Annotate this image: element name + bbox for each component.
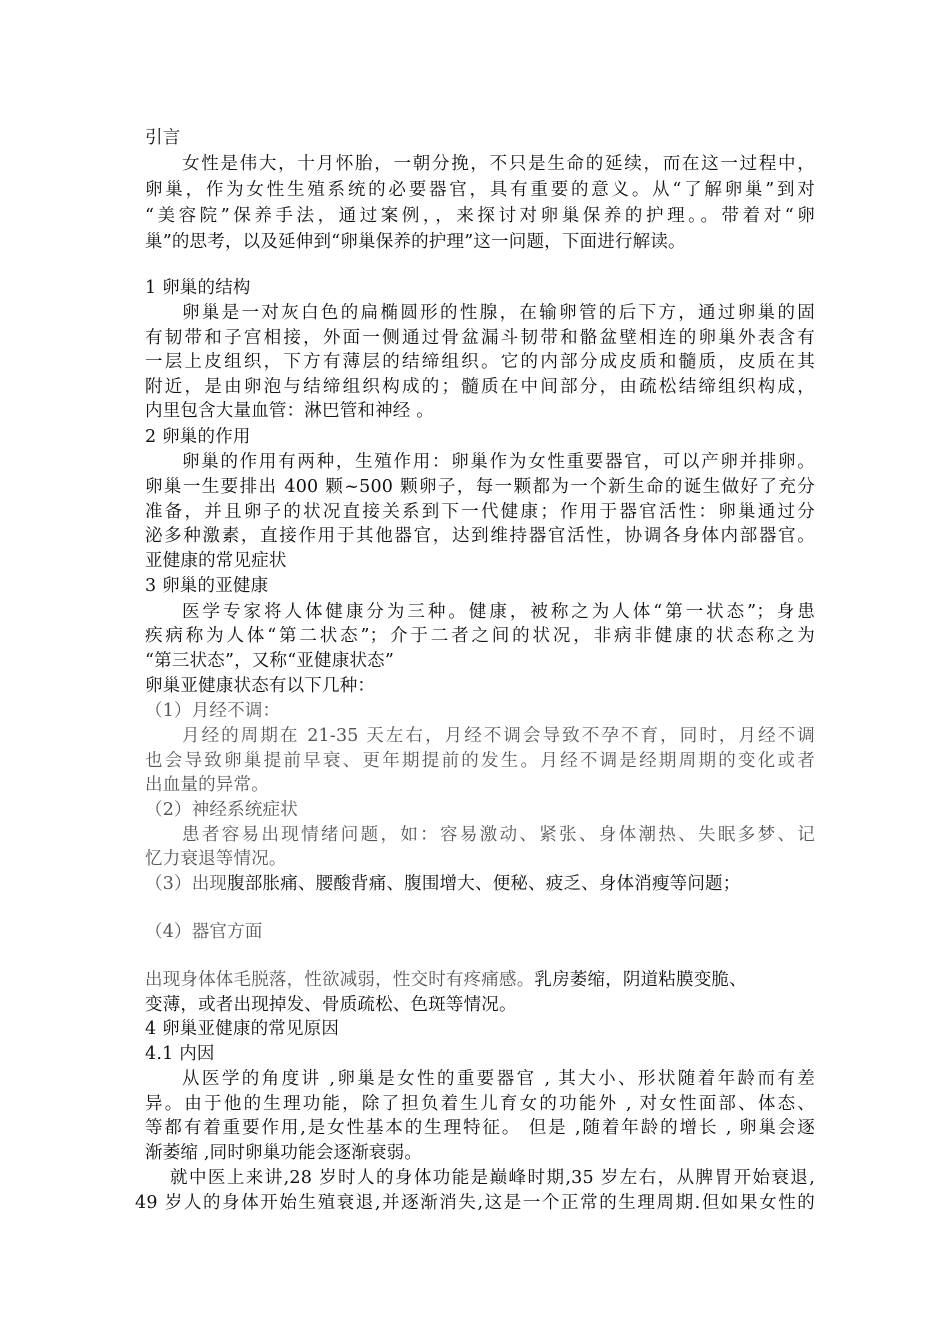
section-2-line: 卵巢一生要排出 400 颗~500 颗卵子，每一颗都为一个新生命的诞生做好了充分	[145, 477, 815, 497]
section-1-line: 卵巢是一对灰白色的扁椭圆形的性腺，在输卵管的后下方，通过卵巢的固	[182, 303, 815, 323]
list-item-4-text: 乳房萎缩，阴道粘膜变脆、	[534, 970, 747, 990]
list-item-3	[145, 872, 815, 896]
section-4-line: 就中医上来讲,28 岁时人的身体功能是巅峰时期,35 岁左右，从脾胃开始衰退,	[170, 1168, 815, 1188]
list-item-4-line	[145, 968, 815, 992]
section-1-line: 内里包含大量血管：淋巴管和神经 。	[145, 401, 434, 421]
section-4-line: 异。由于他的生理功能，除了担负着生儿育女的功能外 , 对女性面部、体态、	[145, 1094, 815, 1114]
section-3-line: “第三状态”，又称“亚健康状态”	[145, 651, 394, 671]
section-2-line: 卵巢的作用有两种，生殖作用：卵巢作为女性重要器官，可以产卵并排卵。	[182, 452, 815, 472]
intro-heading: 引言	[145, 128, 181, 148]
list-item-1-line: 出血量的异常。	[145, 775, 269, 795]
list-item-1-label: （1）月经不调：	[145, 701, 281, 721]
section-3-heading: 3 卵巢的亚健康	[145, 576, 269, 596]
list-item-4-label: （4）器官方面	[145, 922, 263, 942]
list-item-4-gray-text: 出现身体体毛脱落，性欲减弱，性交时有疼痛感。	[145, 970, 535, 990]
section-4-heading: 4 卵巢亚健康的常见原因	[145, 1019, 340, 1039]
section-3-line: 疾病称为人体“第二状态”；介于二者之间的状况，非病非健康的状态称之为	[145, 626, 815, 646]
section-4-line: 从医学的角度讲 ,卵巢是女性的重要器官 , 其大小、形状随着年龄而有差	[182, 1069, 815, 1089]
section-4-line: 等都有着重要作用,是女性基本的生理特征。 但是 ,随着年龄的增长 , 卵巢会逐	[145, 1118, 815, 1138]
section-2-line: 准备，并且卵子的状况直接关系到下一代健康；作用于器官活性：卵巢通过分	[145, 502, 815, 522]
intro-paragraph-line: “美容院”保养手法，通过案例，，来探讨对卵巢保养的护理。。带着对“卵	[145, 206, 815, 226]
section-2-line: 泌多种激素，直接作用于其他器官，达到维持器官活性，协调各身体内部器官。	[145, 526, 815, 546]
section-2-heading: 2 卵巢的作用	[145, 427, 251, 447]
list-item-2-line: 忆力衰退等情况。	[145, 849, 287, 869]
intro-paragraph-line: 巢”的思考，以及延伸到“卵巢保养的护理”这一问题，下面进行解读。	[145, 232, 686, 252]
list-intro: 卵巢亚健康状态有以下几种：	[145, 676, 376, 696]
list-item-2-label: （2）神经系统症状	[145, 800, 298, 820]
section-3-line: 医学专家将人体健康分为三种。健康，被称之为人体“第一状态”；身患	[182, 602, 815, 622]
section-1-line: 一层上皮组织，下方有薄层的结缔组织。它的内部分成皮质和髓质，皮质在其	[145, 352, 815, 372]
list-item-3-label: （3）出现	[145, 874, 228, 894]
list-item-4-line: 变薄，或者出现掉发、骨质疏松、色斑等情况。	[145, 995, 517, 1015]
list-item-1-line: 也会导致卵巢提前早衰、更年期提前的发生。月经不调是经期周期的变化或者	[145, 751, 815, 771]
section-1-heading: 1 卵巢的结构	[145, 278, 251, 298]
intro-paragraph-line: 卵巢，作为女性生殖系统的必要器官，具有重要的意义。从“了解卵巢”到对	[145, 180, 815, 200]
section-4-line: 渐萎缩 ,同时卵巢功能会逐渐衰弱。	[145, 1143, 423, 1163]
section-1-line: 附近，是由卵泡与结缔组织构成的；髓质在中间部分，由疏松结缔组织构成，	[145, 377, 815, 397]
intro-paragraph-line: 女性是伟大，十月怀胎，一朝分挽，不只是生命的延续，而在这一过程中，	[182, 154, 815, 174]
section-4-1-heading: 4.1 内因	[145, 1044, 215, 1064]
section-1-line: 有韧带和子宫相接，外面一侧通过骨盆漏斗韧带和骼盆壁相连的卵巢外表含有	[145, 328, 815, 348]
list-item-1-line: 月经的周期在 21-35 天左右，月经不调会导致不孕不育，同时，月经不调	[182, 726, 815, 746]
symptoms-subheading: 亚健康的常见症状	[145, 551, 287, 571]
list-item-2-line: 患者容易出现情绪问题，如：容易激动、紧张、身体潮热、失眠多梦、记	[182, 825, 815, 845]
section-4-line: 49 岁人的身体开始生殖衰退,并逐渐消失,这是一个正常的生理周期.但如果女性的	[135, 1193, 815, 1213]
list-item-3-text: 腹部胀痛、腰酸背痛、腹围增大、便秘、疲乏、身体消瘦等问题；	[227, 874, 741, 894]
